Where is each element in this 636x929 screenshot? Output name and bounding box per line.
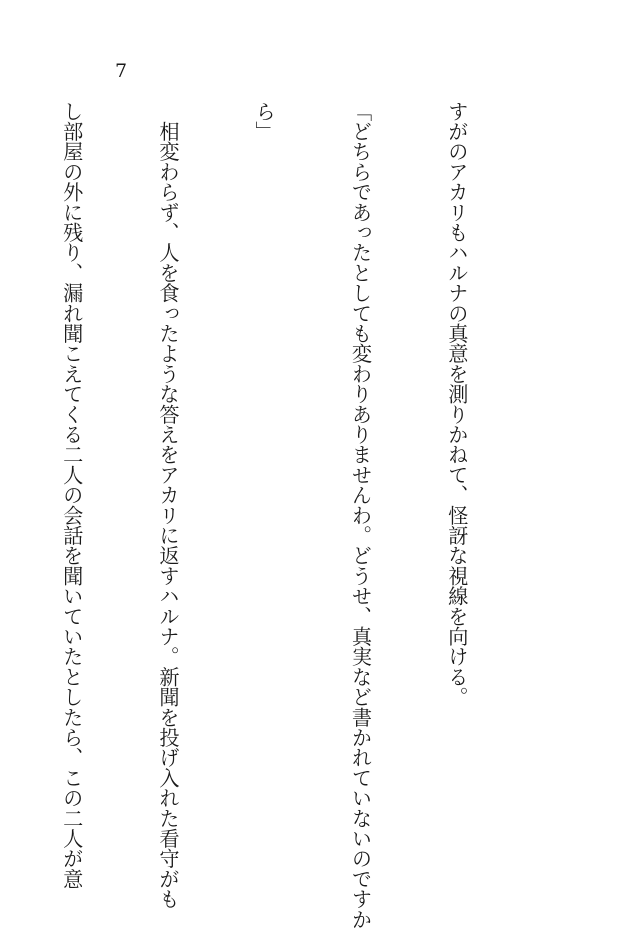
text-line: 「どちらであったとしても変わりありませんわ。どうせ、真実など書かれていないのですか [348,101,373,929]
text-line: 相変わらず、人を食ったような答えをアカリに返すハルナ。新聞を投げ入れた看守がも [155,101,180,909]
text-line: し部屋の外に残り、漏れ聞こえてくる二人の会話を聞いていたとしたら、この二人が意 [59,101,84,889]
text-line: すがのアカリもハルナの真意を測りかねて、怪訝な視線を向ける。 [444,101,469,707]
text-line: ら」 [252,101,277,142]
vertical-text-body [59,101,537,929]
page-number: 7 [115,60,128,82]
